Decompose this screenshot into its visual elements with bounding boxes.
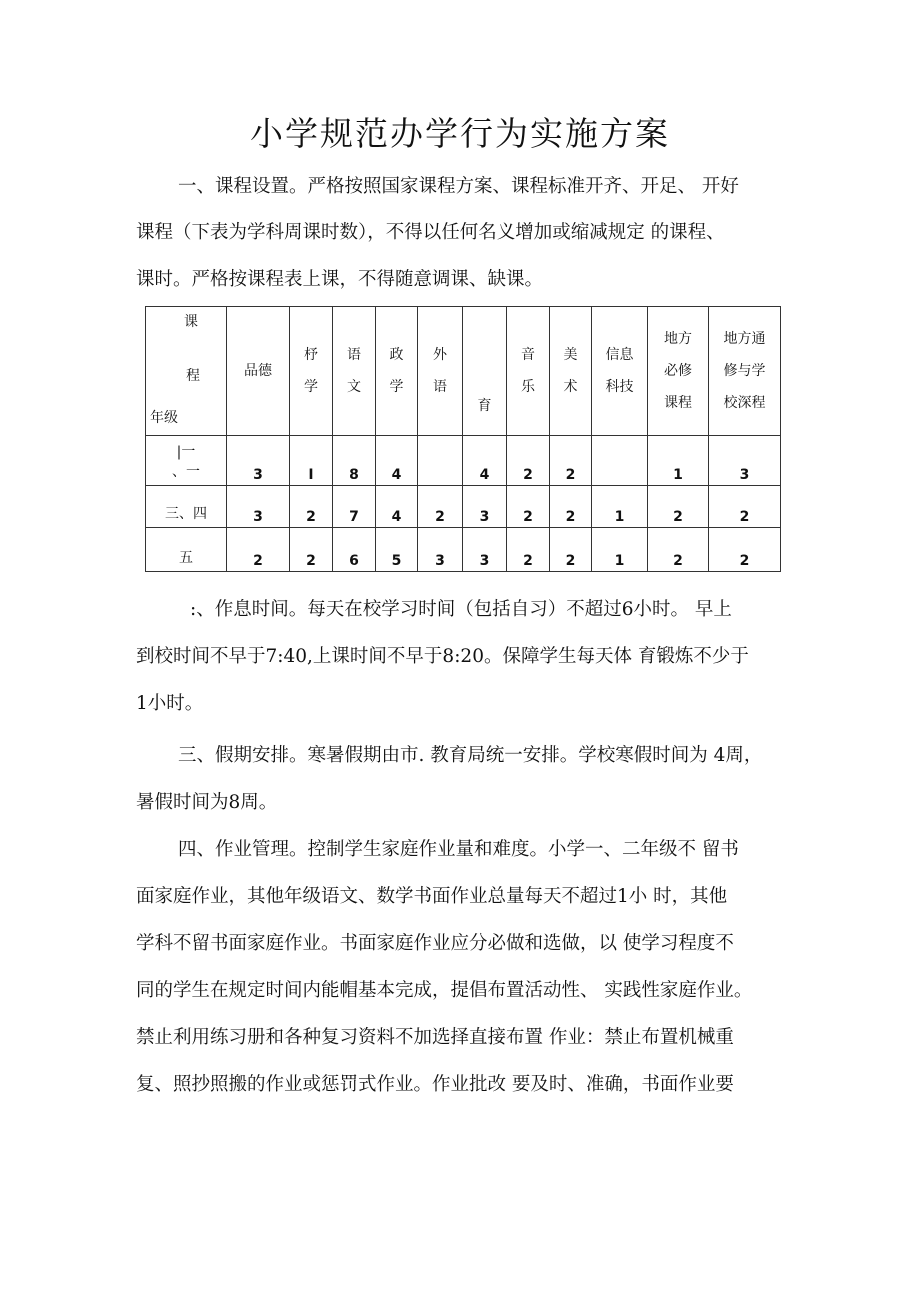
table-row [146,528,781,572]
hours-cell: 3 [463,486,507,528]
hours-cell: 2 [227,528,290,572]
grade-label: 三、四 [165,506,207,522]
paragraph-line: 复、照抄照搬的作业或惩罚式作业。作业批改 要及时、准确，书面作业要 [136,1074,734,1095]
column-header-text: 信息 [605,347,634,363]
column-header-text: 语 [347,347,361,363]
hours-cell: 4 [376,436,418,486]
course-hours-table [145,306,781,572]
column-header-text: 外 [433,347,447,363]
hours-cell: 2 [507,528,550,572]
paragraph-line: 面家庭作业，其他年级语文、数学书面作业总量每天不超过1小 时，其他 [136,886,728,907]
column-header-text: 美 [563,347,578,363]
paragraph-line: 到校时间不早于7:40,上课时间不早于8:20。保障学生每天体 育锻炼不少于 [136,646,749,667]
hours-cell: 2 [550,486,592,528]
column-header-text: 音 [521,347,535,363]
hours-cell: 3 [227,436,290,486]
column-header [418,307,463,436]
hours-cell: 2 [507,436,550,486]
column-header [290,307,333,436]
hours-cell: 3 [227,486,290,528]
column-header [709,307,781,436]
column-header [227,307,290,436]
hours-cell: 6 [333,528,376,572]
column-header-text: 乐 [521,379,535,395]
column-header-text: 修与学 [723,363,766,379]
column-header-text: 文 [347,379,361,395]
column-header-text: 政 [389,347,404,363]
hours-cell: 2 [550,436,592,486]
column-header-text: 地方 [664,331,692,347]
paragraph-line: 课程（下表为学科周课时数），不得以任何名义增加或缩减规定 的课程、 [136,222,725,243]
hours-cell: I [290,436,333,486]
paragraph-line: 一、课程设置。严格按照国家课程方案、课程标准开齐、开足、 开好 [178,176,739,197]
hours-cell: 4 [376,486,418,528]
paragraph-line: 暑假时间为8周。 [136,792,278,813]
paragraph-line: 课时。严格按课程表上课，不得随意调课、缺课。 [136,269,544,290]
hours-cell [592,436,648,486]
hours-cell: 7 [333,486,376,528]
hours-cell: 2 [290,528,333,572]
column-header-text: 校深程 [723,395,766,411]
column-header-text: 育 [477,398,492,414]
paragraph-line: 同的学生在规定时间内能帽基本完成，提倡布置活动性、 实践性家庭作业。 [136,980,753,1001]
page-title: 小学规范办学行为实施方案 [250,114,670,153]
hours-cell: 5 [376,528,418,572]
column-header-text: 课程 [664,395,692,411]
grade-label: 、一 [172,463,200,480]
hours-cell: 1 [648,436,709,486]
column-header-text: 术 [563,379,578,395]
column-header-text: 语 [433,379,447,395]
hours-cell: 2 [507,486,550,528]
hours-cell: 2 [709,486,781,528]
hours-cell: 4 [463,436,507,486]
column-header-text: 地方通 [723,331,766,347]
column-header [463,307,507,436]
corner-label-mid: 程 [186,368,200,384]
column-header-text: 科技 [605,379,634,395]
grade-label: |一 [176,443,196,460]
column-header [592,307,648,436]
grade-label-cell [146,528,227,572]
column-header [333,307,376,436]
hours-cell: 2 [290,486,333,528]
hours-cell: 2 [709,528,781,572]
column-header-text: 学 [304,379,318,395]
corner-label-top: 课 [184,314,198,330]
hours-cell: 3 [418,528,463,572]
corner-label-bottom: 年级 [150,410,178,426]
hours-cell: 2 [648,528,709,572]
column-header-text: 学 [389,379,404,395]
grade-label-cell [146,436,227,486]
column-header [507,307,550,436]
column-header-text: 杼 [304,347,318,363]
hours-cell: 2 [550,528,592,572]
corner-header [146,307,227,436]
table-row [146,436,781,486]
column-header [550,307,592,436]
grade-label-cell [146,486,227,528]
hours-cell: 8 [333,436,376,486]
hours-cell: 2 [648,486,709,528]
paragraph-line: 三、假期安排。寒暑假期由市. 教育局统一安排。学校寒假时间为 4周， [178,745,763,766]
paragraph-line: :、作息时间。每天在校学习时间（包括自习）不超过6小时。 早上 [190,599,732,620]
column-header-text: 必修 [664,363,692,379]
hours-cell: 1 [592,486,648,528]
grade-label: 五 [179,550,193,566]
paragraph-line: 1小时。 [136,693,204,714]
paragraph-line: 四、作业管理。控制学生家庭作业量和难度。小学一、二年级不 留书 [178,839,739,860]
hours-cell: 1 [592,528,648,572]
table-row [146,486,781,528]
hours-cell: 3 [709,436,781,486]
column-header [376,307,418,436]
column-header-text: 品德 [244,363,272,379]
paragraph-line: 禁止利用练习册和各种复习资料不加选择直接布置 作业：禁止布置机械重 [136,1027,734,1048]
paragraph-line: 学科不留书面家庭作业。书面家庭作业应分必做和选做，以 使学习程度不 [136,933,734,954]
hours-cell: 3 [463,528,507,572]
hours-cell [418,436,463,486]
hours-cell: 2 [418,486,463,528]
column-header [648,307,709,436]
